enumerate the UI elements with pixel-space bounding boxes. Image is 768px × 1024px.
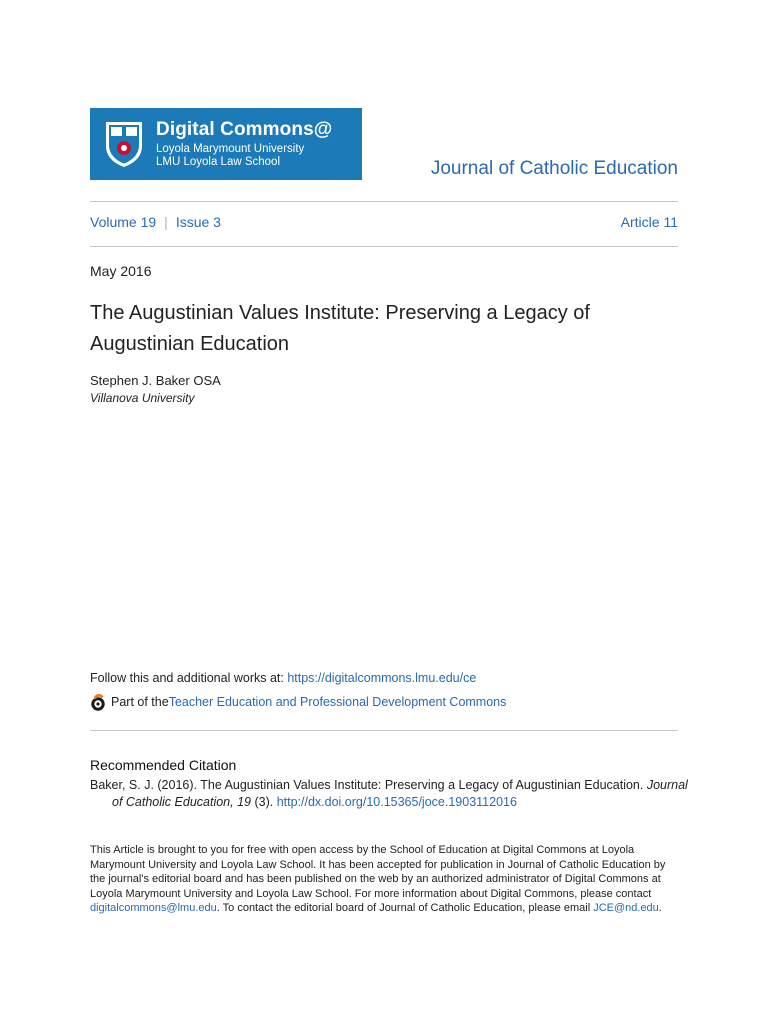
notice-text-3: . — [658, 902, 662, 915]
publication-date: May 2016 — [90, 263, 152, 279]
institution-line-2: LMU Loyola Law School — [156, 155, 281, 168]
follow-line — [90, 671, 476, 685]
issue-separator: | — [164, 214, 168, 230]
jce-email-link[interactable]: JCE@nd.edu — [593, 902, 659, 915]
citation-text — [90, 777, 690, 811]
doi-link[interactable]: http://dx.doi.org/10.15365/joce.1903112016 — [276, 795, 517, 809]
institution-line-1: Loyola Marymount University — [156, 142, 305, 155]
divider-top — [90, 201, 678, 202]
digital-commons-banner[interactable] — [90, 108, 362, 180]
access-notice — [90, 843, 680, 916]
part-of-line — [90, 693, 506, 711]
open-access-icon — [90, 693, 108, 711]
divider-bottom — [90, 246, 678, 247]
follow-url-link[interactable]: https://digitalcommons.lmu.edu/ce — [287, 671, 477, 685]
issue-link[interactable]: Issue 3 — [175, 214, 221, 230]
commons-link[interactable]: Teacher Education and Professional Development Commons — [168, 695, 507, 709]
part-of-label: Part of the — [111, 695, 169, 709]
volume-link[interactable]: Volume 19 — [90, 214, 157, 230]
article-title: The Augustinian Values Institute: Preserving a Legacy of Augustinian Education — [90, 302, 590, 355]
recommended-citation-heading: Recommended Citation — [90, 757, 237, 773]
journal-title-link[interactable]: Journal of Catholic Education — [430, 158, 678, 179]
divider-citation — [90, 730, 678, 731]
lmu-shield-icon — [104, 120, 144, 168]
article-link[interactable]: Article 11 — [620, 214, 678, 230]
author-name: Stephen J. Baker OSA — [90, 373, 221, 388]
issue-navigation — [90, 214, 678, 230]
digitalcommons-email-link[interactable]: digitalcommons@lmu.edu — [90, 902, 217, 915]
author-affiliation: Villanova University — [90, 391, 195, 405]
citation-journal: Journal of Catholic Education, 19 — [112, 778, 688, 809]
citation-volume: (3). — [250, 795, 277, 809]
follow-label: Follow this and additional works at: — [90, 671, 288, 685]
citation-prefix: Baker, S. J. (2016). The Augustinian Values Institute: Preserving a Legacy of Augustinian Education. — [90, 778, 647, 792]
notice-text-1: This Article is brought to you for free with open access by the School of Education at Digital Commons at Loyola Marymount University and Loyola Law School. It has been accepted for publication in Journal of Catholic Education by the journal's editorial board and has been published on the web by an authorized administrator of Digital Commons at Loyola Marymount University and Loyola Law School. For more information about Digital Commons, please contact — [90, 844, 666, 900]
brand-name: Digital Commons@ — [156, 118, 333, 140]
notice-text-2: . To contact the editorial board of Journal of Catholic Education, please email — [216, 902, 594, 915]
